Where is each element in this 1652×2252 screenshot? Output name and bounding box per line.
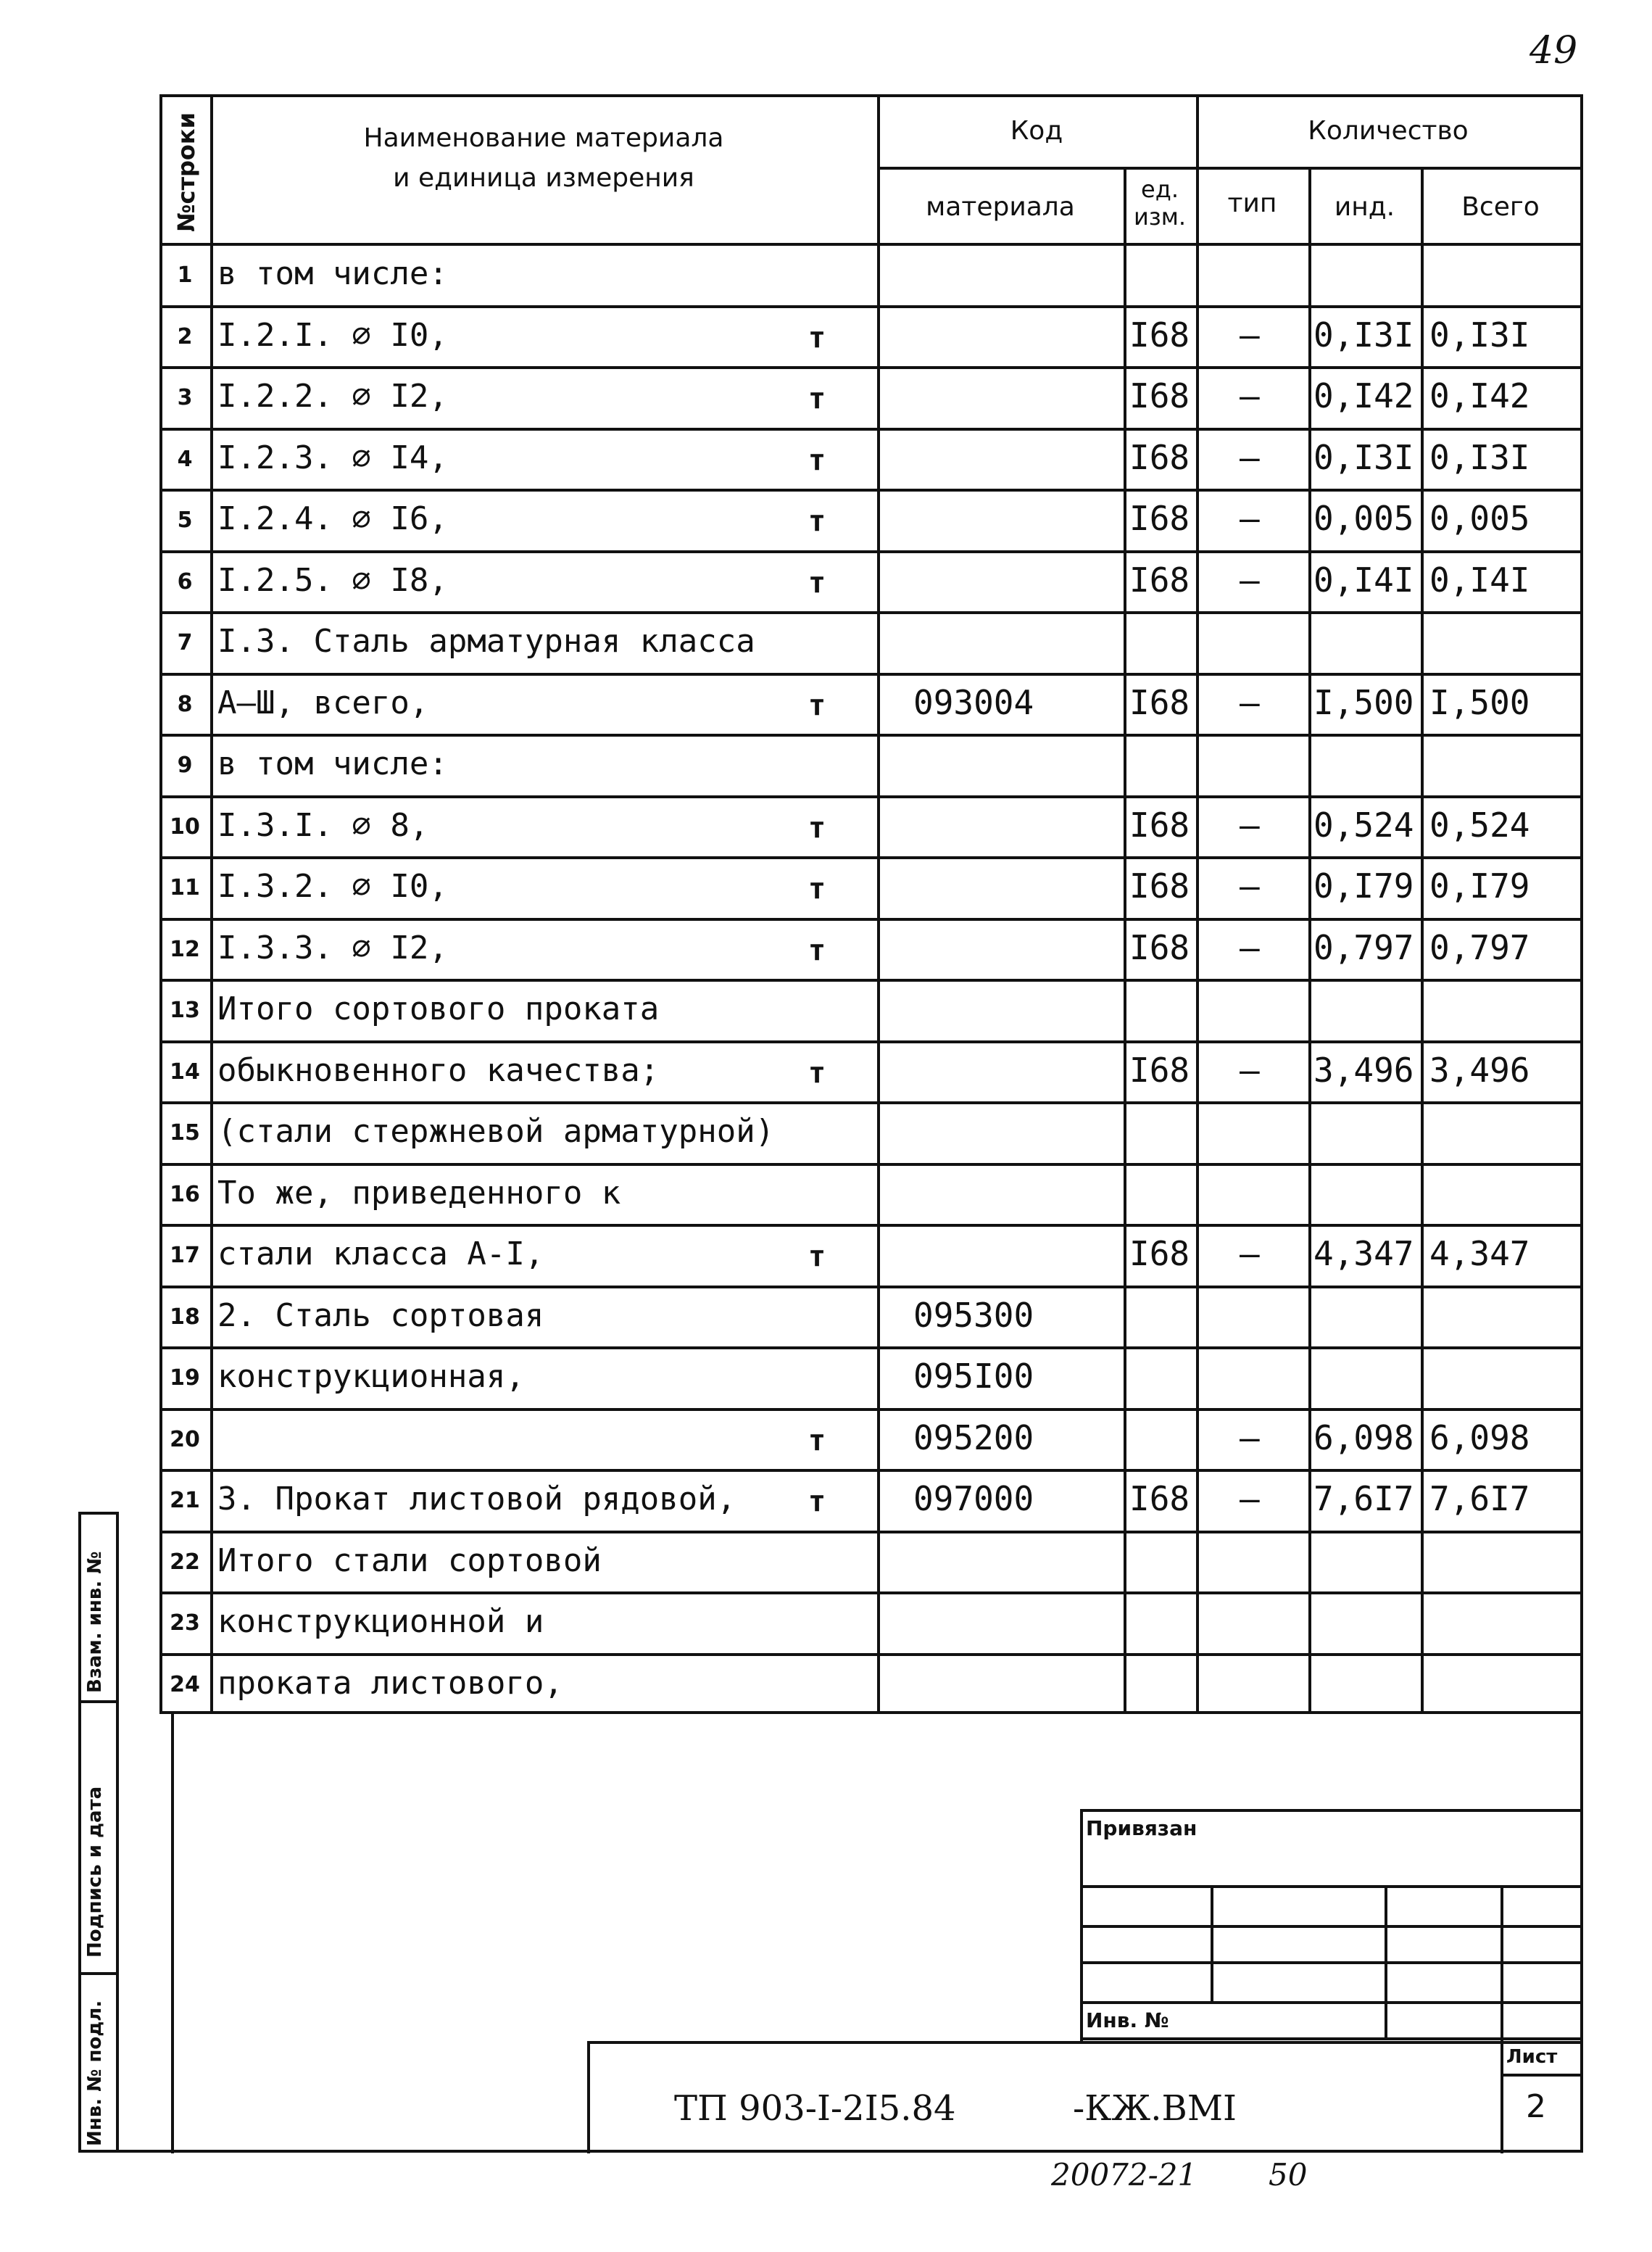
cell-tip: – xyxy=(1240,805,1260,845)
cell-n: 19 xyxy=(170,1365,200,1391)
cell-total: 0,005 xyxy=(1429,499,1530,538)
cell-name: 2. Сталь сортовая xyxy=(217,1296,544,1334)
cell-eu: I68 xyxy=(1129,560,1190,600)
cell-n: 10 xyxy=(170,814,200,840)
page-number: 49 xyxy=(1529,29,1578,73)
cell-unit: т xyxy=(808,688,826,722)
cell-code: 095I00 xyxy=(913,1357,1034,1396)
cell-n: 21 xyxy=(170,1488,200,1513)
cell-code: 095200 xyxy=(913,1417,1034,1457)
cell-name: I.3.3. ∅ I2, xyxy=(217,929,448,966)
cell-unit: т xyxy=(808,1240,826,1273)
cell-unit: т xyxy=(808,933,826,967)
cell-n: 11 xyxy=(170,875,200,901)
stamp-sheet-number: 2 xyxy=(1526,2088,1546,2125)
cell-unit: т xyxy=(808,443,826,477)
cell-name: I.2.2. ∅ I2, xyxy=(217,378,448,415)
cell-eu: I68 xyxy=(1129,1479,1190,1518)
cell-unit: т xyxy=(808,1423,826,1457)
cell-unit: т xyxy=(808,1485,826,1518)
bottom-code: 20072-21 xyxy=(1051,2157,1198,2193)
cell-name: А–Ш, всего, xyxy=(217,684,429,721)
cell-n: 6 xyxy=(177,568,193,595)
cell-name: Итого стали сортовой xyxy=(217,1541,602,1579)
specification-table xyxy=(159,94,1580,1711)
cell-unit: т xyxy=(808,811,826,845)
cell-total: 0,797 xyxy=(1429,927,1530,967)
header-qty-total: Всего xyxy=(1461,192,1540,222)
cell-total: 6,098 xyxy=(1429,1417,1530,1457)
cell-tip: – xyxy=(1240,866,1260,906)
stamp-sheet-label: Лист xyxy=(1506,2046,1558,2068)
cell-unit: т xyxy=(808,505,826,538)
cell-n: 1 xyxy=(177,262,193,288)
cell-n: 17 xyxy=(170,1243,200,1268)
side-label-vzam: Взам. инв. № xyxy=(84,1551,106,1693)
header-row-number: №строки xyxy=(173,112,200,232)
cell-tip: – xyxy=(1240,1417,1260,1457)
cell-name: проката листового, xyxy=(217,1664,563,1702)
header-code: Код xyxy=(1010,116,1063,146)
cell-eu: I68 xyxy=(1129,499,1190,538)
stamp-inv-no: Инв. № xyxy=(1086,2008,1169,2032)
cell-n: 13 xyxy=(170,998,200,1023)
cell-n: 9 xyxy=(177,753,193,778)
cell-name: Итого сортового проката xyxy=(217,990,660,1027)
cell-tip: – xyxy=(1240,1050,1260,1090)
cell-n: 16 xyxy=(170,1181,200,1207)
cell-tip: – xyxy=(1240,376,1260,415)
cell-unit: т xyxy=(808,566,826,600)
cell-name: То же, приведенного к xyxy=(217,1174,621,1212)
cell-total: 0,I42 xyxy=(1429,376,1530,415)
cell-name: I.3.2. ∅ I0, xyxy=(217,868,448,905)
cell-eu: I68 xyxy=(1129,1234,1190,1273)
cell-ind: 0,I42 xyxy=(1313,376,1414,415)
cell-ind: 0,005 xyxy=(1313,499,1414,538)
header-name-line2: и единица измерения xyxy=(393,163,694,193)
cell-total: 0,I4I xyxy=(1429,560,1530,600)
cell-name: I.2.4. ∅ I6, xyxy=(217,500,448,537)
cell-n: 12 xyxy=(170,936,200,962)
cell-n: 4 xyxy=(177,446,193,472)
cell-eu: I68 xyxy=(1129,866,1190,906)
cell-ind: 3,496 xyxy=(1313,1050,1414,1090)
cell-ind: 0,I3I xyxy=(1313,315,1414,355)
cell-name: I.2.I. ∅ I0, xyxy=(217,316,448,354)
cell-tip: – xyxy=(1240,437,1260,477)
cell-eu: I68 xyxy=(1129,376,1190,415)
cell-n: 24 xyxy=(170,1671,200,1697)
cell-name: I.3.I. ∅ 8, xyxy=(217,806,429,844)
cell-name: обыкновенного качества; xyxy=(217,1051,660,1089)
cell-tip: – xyxy=(1240,560,1260,600)
cell-ind: 7,6I7 xyxy=(1313,1479,1414,1518)
cell-ind: 0,I79 xyxy=(1313,866,1414,906)
cell-eu: I68 xyxy=(1129,315,1190,355)
cell-eu: I68 xyxy=(1129,927,1190,967)
cell-name: стали класса А-I, xyxy=(217,1235,544,1272)
cell-n: 18 xyxy=(170,1304,200,1330)
cell-ind: 0,I4I xyxy=(1313,560,1414,600)
header-qty-ind: инд. xyxy=(1334,192,1395,222)
header-quantity: Количество xyxy=(1308,116,1469,146)
cell-total: 4,347 xyxy=(1429,1234,1530,1273)
cell-eu: I68 xyxy=(1129,805,1190,845)
cell-n: 8 xyxy=(177,691,193,717)
cell-unit: т xyxy=(808,320,826,355)
cell-ind: 0,524 xyxy=(1313,805,1414,845)
cell-n: 14 xyxy=(170,1059,200,1085)
cell-total: 7,6I7 xyxy=(1429,1479,1530,1518)
cell-unit: т xyxy=(808,872,826,906)
cell-name: (стали стержневой арматурной) xyxy=(217,1113,775,1150)
cell-name: в том числе: xyxy=(217,255,448,292)
side-label-inv-podl: Инв. № подл. xyxy=(84,2000,106,2146)
header-name-line1: Наименование материала xyxy=(363,123,724,153)
cell-ind: I,500 xyxy=(1313,682,1414,722)
cell-total: 0,I3I xyxy=(1429,437,1530,477)
cell-total: 0,I3I xyxy=(1429,315,1530,355)
header-code-unit: ед. изм. xyxy=(1133,175,1187,231)
cell-tip: – xyxy=(1240,927,1260,967)
cell-tip: – xyxy=(1240,1234,1260,1273)
cell-n: 20 xyxy=(170,1426,200,1452)
cell-tip: – xyxy=(1240,1479,1260,1518)
cell-eu: I68 xyxy=(1129,437,1190,477)
cell-n: 5 xyxy=(177,508,193,533)
cell-tip: – xyxy=(1240,682,1260,722)
cell-total: I,500 xyxy=(1429,682,1530,722)
cell-tip: – xyxy=(1240,499,1260,538)
cell-name: конструкционной и xyxy=(217,1603,544,1640)
cell-total: 0,524 xyxy=(1429,805,1530,845)
header-code-material: материала xyxy=(926,192,1075,222)
cell-unit: т xyxy=(808,382,826,415)
cell-name: I.2.3. ∅ I4, xyxy=(217,439,448,476)
header-qty-type: тип xyxy=(1227,189,1277,218)
cell-code: 095300 xyxy=(913,1295,1034,1335)
stamp-privyazan: Привязан xyxy=(1086,1816,1198,1840)
cell-code: 093004 xyxy=(913,682,1034,722)
cell-name: 3. Прокат листовой рядовой, xyxy=(217,1481,736,1518)
cell-total: 3,496 xyxy=(1429,1050,1530,1090)
cell-eu: I68 xyxy=(1129,682,1190,722)
cell-name: в том числе: xyxy=(217,745,448,782)
cell-n: 23 xyxy=(170,1610,200,1636)
cell-tip: – xyxy=(1240,315,1260,355)
cell-name: I.3. Сталь арматурная класса xyxy=(217,623,755,660)
cell-ind: 0,I3I xyxy=(1313,437,1414,477)
stamp-doc-suffix: -КЖ.ВМI xyxy=(1073,2088,1237,2129)
cell-n: 7 xyxy=(177,630,193,655)
cell-ind: 4,347 xyxy=(1313,1234,1414,1273)
cell-name: I.2.5. ∅ I8, xyxy=(217,561,448,599)
bottom-num: 50 xyxy=(1269,2157,1308,2193)
side-label-podpis: Подпись и дата xyxy=(84,1786,106,1958)
cell-code: 097000 xyxy=(913,1479,1034,1518)
cell-ind: 0,797 xyxy=(1313,927,1414,967)
cell-ind: 6,098 xyxy=(1313,1417,1414,1457)
cell-unit: т xyxy=(808,1056,826,1090)
cell-name: конструкционная, xyxy=(217,1358,525,1395)
cell-n: 22 xyxy=(170,1549,200,1575)
stamp-doc-code: ТП 903-I-2I5.84 xyxy=(674,2088,956,2129)
cell-total: 0,I79 xyxy=(1429,866,1530,906)
cell-n: 3 xyxy=(177,385,193,410)
cell-eu: I68 xyxy=(1129,1050,1190,1090)
cell-n: 15 xyxy=(170,1120,200,1146)
cell-n: 2 xyxy=(177,323,193,349)
